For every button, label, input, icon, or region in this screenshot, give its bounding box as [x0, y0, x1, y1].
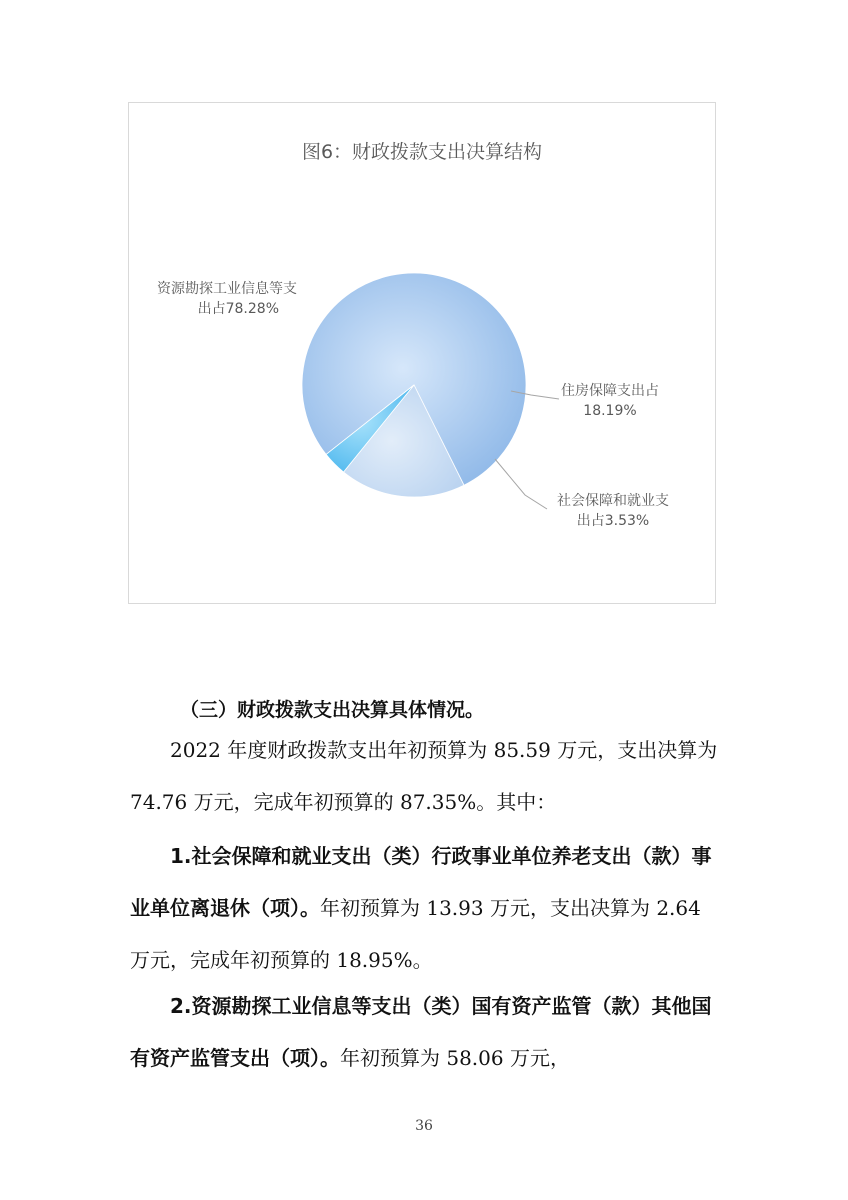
paragraph-item-1 — [130, 830, 720, 986]
slice-label-social: 社会保障和就业支 出占3.53% — [557, 493, 669, 529]
slice-label-housing: 住房保障支出占 18.19% — [561, 383, 659, 419]
item-1-title: 1.社会保障和就业支出（类）行政事业单位养老支出（款）事业单位离退休（项）。 — [130, 844, 712, 920]
section-heading: （三）财政拨款支出决算具体情况。 — [180, 699, 485, 721]
item-2-title: 2.资源勘探工业信息等支出（类）国有资产监管（款）其他国有资产监管支出（项）。 — [130, 994, 712, 1070]
item-1-body: 年初预算为 13.93 万元，支出决算为 2.64 万元，完成年初预算的 18.95%。 — [130, 896, 701, 972]
paragraph-item-2 — [130, 980, 720, 1084]
pie-chart — [128, 102, 716, 604]
page-number: 36 — [415, 1118, 433, 1134]
item-2-body: 年初预算为 58.06 万元， — [340, 1046, 570, 1070]
slice-label-resource: 资源勘探工业信息等支 出占78.28% — [157, 281, 297, 317]
leader-line-social — [495, 459, 547, 509]
chart-title: 图6：财政拨款支出决算结构 — [301, 141, 543, 163]
paragraph-summary: 2022 年度财政拨款支出年初预算为 85.59 万元，支出决算为 74.76 万元，完成年初预算的 87.35%。其中： — [130, 738, 718, 814]
